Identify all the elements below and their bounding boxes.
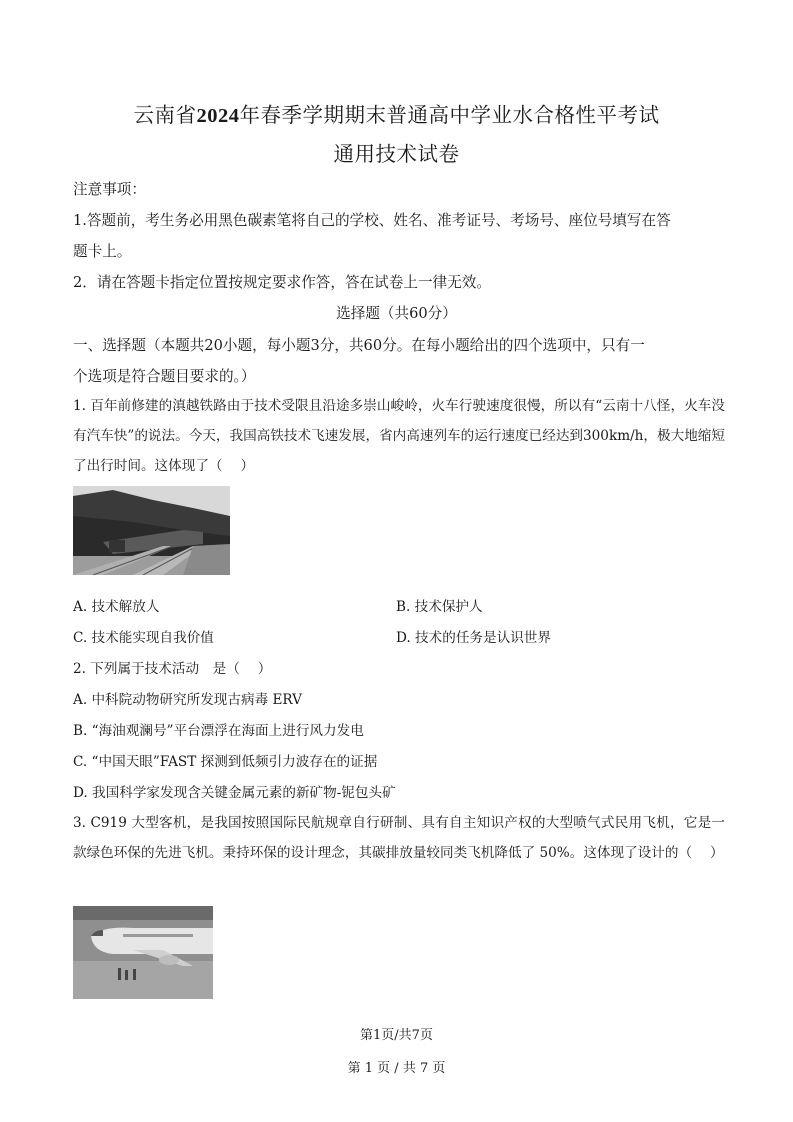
- question-2-option-d: D. 我国科学家发现含关键金属元素的新矿物-铌包头矿: [73, 785, 396, 801]
- question-1-option-d: D. 技术的任务是认识世界: [396, 630, 551, 646]
- section-intro-cont: 个选项是符合题目要求的。）: [73, 368, 256, 385]
- plane-photo: [73, 906, 213, 999]
- notice-item-2: 2．请在答题卡指定位置按规定要求作答，答在试卷上一律无效。: [73, 274, 491, 291]
- question-2-option-b: B. “海油观澜号”平台漂浮在海面上进行风力发电: [73, 723, 364, 739]
- page-number-label: 第1页/共7页: [360, 1028, 433, 1043]
- train-illustration: [73, 486, 230, 575]
- exam-title: [0, 98, 793, 128]
- title-year: 2024: [196, 105, 240, 127]
- question-3-stem: 3. C919 大型客机，是我国按照国际民航规章自行研制、具有自主知识产权的大型喷气式民用飞机，它是一款绿色环保的先进飞机。秉持环保的设计理念，其碳排放量较同类飞机降低了 50%。这体现了设计的（ ）: [73, 815, 725, 861]
- question-1-option-a: A. 技术解放人: [73, 599, 160, 615]
- notice-item-1-cont: 题卡上。: [73, 243, 132, 260]
- question-2-stem: 2. 下列属于技术活动 是（ ）: [73, 661, 272, 677]
- question-1-option-b: B. 技术保护人: [396, 599, 483, 615]
- train-photo: [73, 486, 230, 575]
- notice-heading: 注意事项：: [73, 181, 146, 198]
- question-1-stem: 1. 百年前修建的滇越铁路由于技术受限且沿途多崇山峻岭，火车行驶速度很慢，所以有“云南十八怪，火车没有汽车快”的说法。今天，我国高铁技术飞速发展，省内高速列车的运行速度已经达到300km/h，极大地缩短了出行时间。这体现了（ ）: [73, 398, 725, 474]
- question-2-option-a: A. 中科院动物研究所发现古病毒 ERV: [73, 692, 302, 708]
- title-rest: 年春季学期期末普通高中学业水合格性平考试: [239, 103, 660, 127]
- section-title: 选择题（共60分）: [336, 305, 457, 322]
- page-footer: 第 1 页 / 共 7 页: [347, 1061, 446, 1076]
- section-intro: 一、选择题（本题共20小题，每小题3分，共60分。在每小题给出的四个选项中，只有一: [73, 337, 645, 354]
- exam-subtitle: 通用技术试卷: [333, 142, 460, 166]
- question-2-option-c: C. “中国天眼”FAST 探测到低频引力波存在的证据: [73, 754, 378, 770]
- plane-illustration: [73, 906, 213, 999]
- question-1-option-c: C. 技术能实现自我价值: [73, 630, 214, 646]
- title-province: 云南省: [133, 103, 197, 127]
- notice-item-1: 1.答题前，考生务必用黑色碳素笔将自己的学校、姓名、准考证号、考场号、座位号填写在答: [73, 212, 671, 229]
